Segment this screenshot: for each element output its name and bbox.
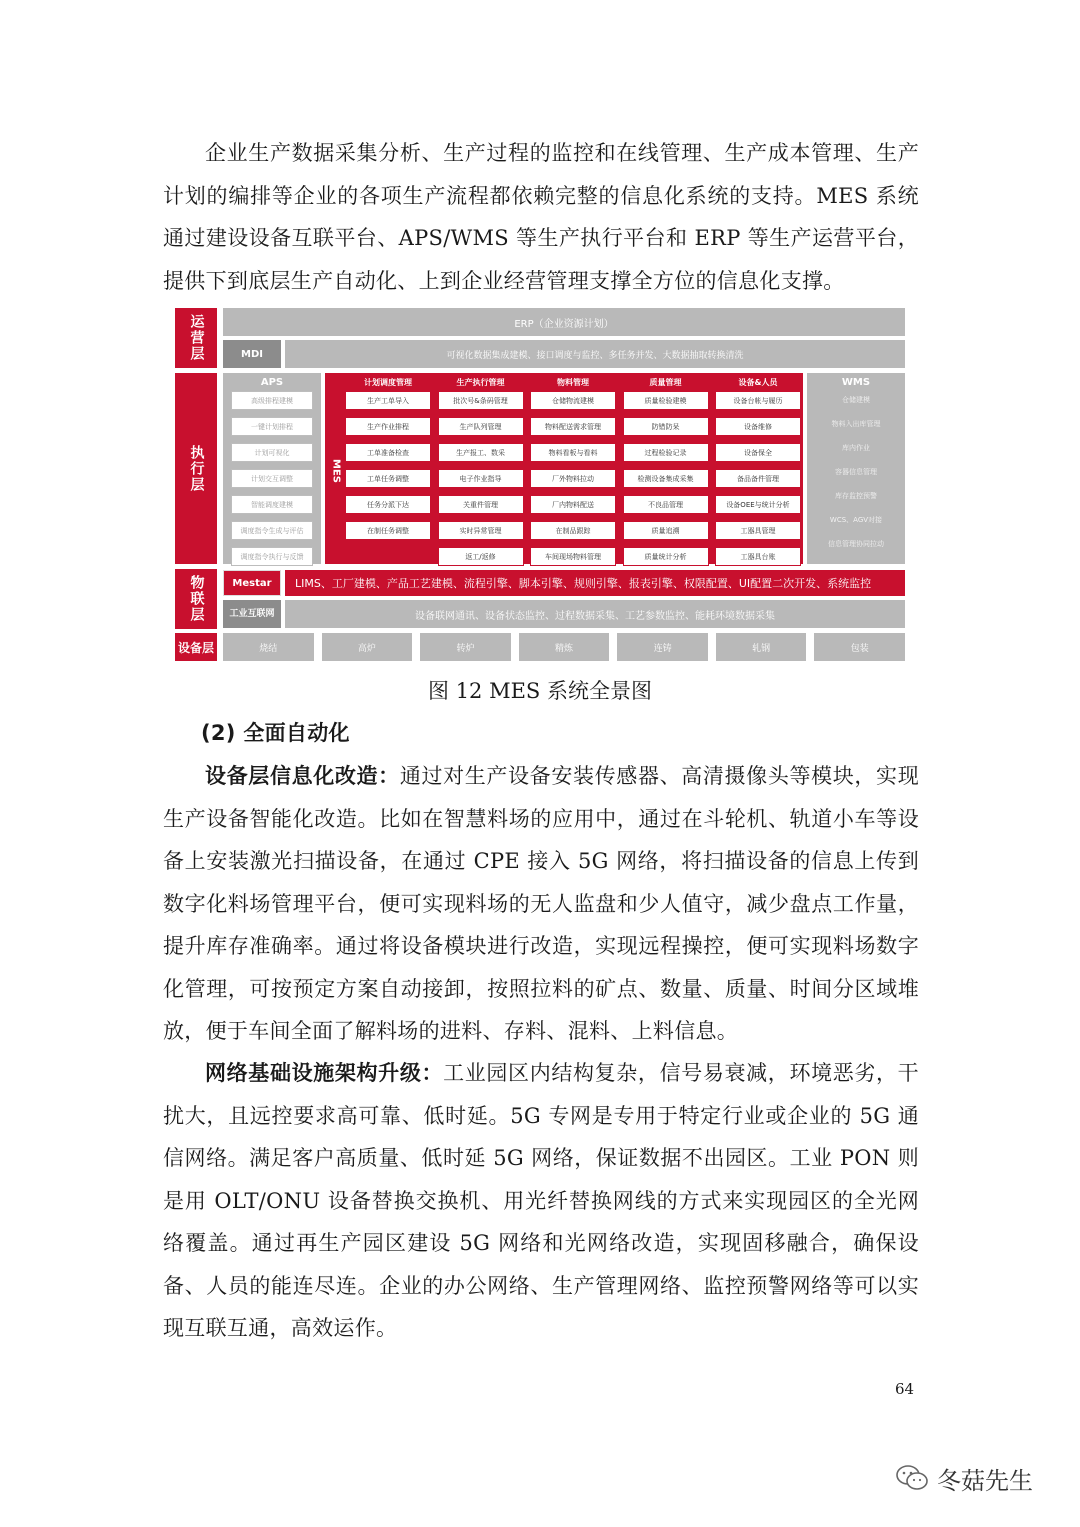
aps-title: APS xyxy=(260,376,284,388)
mes-item: 工单准备检查 xyxy=(345,443,431,462)
device-layer-lead: 设备层信息化改造： xyxy=(205,764,400,788)
wms-title: WMS xyxy=(841,376,871,388)
mes-item: 质量统计分析 xyxy=(623,547,709,566)
aps-item: 一键计划排程 xyxy=(231,417,313,436)
mestar-bar: LIMS、工厂建模、产品工艺建模、流程引擎、脚本引擎、规则引擎、报表引擎、权限配置、UI配置二次开发、系统监控 xyxy=(285,570,905,596)
section-heading: (2) 全面自动化 xyxy=(201,721,350,745)
mes-item: 质量追溯 xyxy=(623,521,709,540)
equipment-item: 转炉 xyxy=(420,633,511,661)
mes-item: 实时异常管理 xyxy=(438,521,524,540)
mes-column-title: 生产执行管理 xyxy=(456,377,505,387)
mes-item: 工器具台账 xyxy=(715,547,801,566)
mes-item: 质量检验建模 xyxy=(623,391,709,410)
mes-item: 工器具管理 xyxy=(715,521,801,540)
aps-item: 调度指令执行与反馈 xyxy=(231,547,313,566)
wms-item: 物料入出库管理 xyxy=(831,419,881,428)
aps-item: 计划可视化 xyxy=(231,443,313,462)
mes-item: 不良品管理 xyxy=(623,495,709,514)
mes-item: 仓储物流建模 xyxy=(530,391,616,410)
equipment-item: 包装 xyxy=(814,633,905,661)
mes-item: 设备OEE与统计分析 xyxy=(715,495,801,514)
equipment-item: 烧结 xyxy=(223,633,314,661)
aps-item: 智能调度建模 xyxy=(231,495,313,514)
network-lead: 网络基础设施架构升级： xyxy=(205,1061,444,1085)
aps-item: 调度指令生成与评估 xyxy=(231,521,313,540)
wms-item: 库存监控预警 xyxy=(835,491,877,500)
mes-item: 生产作业排程 xyxy=(345,417,431,436)
erp-bar: ERP（企业资源计划） xyxy=(223,308,905,336)
mes-column-title: 计划调度管理 xyxy=(364,377,412,387)
mes-item: 关重件管理 xyxy=(438,495,524,514)
device-layer-body: 通过对生产设备安装传感器、高清摄像头等模块，实现生产设备智能化改造。比如在智慧料场的应用中，通过在斗轮机、轨道小车等设备上安装激光扫描设备，在通过 CPE 接入 5G 网络，将扫描设备的信息上传到数字化料场管理平台，便可实现料场的无人监盘和少人值守，减少盘点工作量，提升库存准确率。通过将设备模块进行改造，实现远程操控，便可实现料场数字化管理，可按预定方案自动接卸，按照拉料的矿点、数量、质量、时间分区域堆放，便于车间全面了解料场的进料、存料、混料、上料信息。 xyxy=(163,764,919,1043)
intro-paragraph: 企业生产数据采集分析、生产过程的监控和在线管理、生产成本管理、生产计划的编排等企业的各项生产流程都依赖完整的信息化系统的支持。MES 系统通过建设设备互联平台、APS/WMS 等生产执行平台和 ERP 等生产运营平台，提供下到底层生产自动化、上到企业经营管理支撑全方位的信息化支撑。 xyxy=(163,141,919,293)
mes-column-title: 质量管理 xyxy=(649,377,682,387)
watermark xyxy=(895,1458,1033,1498)
network-body: 工业园区内结构复杂，信号易衰减，环境恶劣，干扰大，且远控要求高可靠、低时延。5G 专网是专用于特定行业或企业的 5G 通信网络。满足客户高质量、低时延 5G 网络，保证数据不出园区。工业 PON 则是用 OLT/ONU 设备替换交换机、用光纤替换网线的方式来实现园区的全光网络覆盖。通过再生产园区建设 5G 网络和光网络改造，实现固移融合，确保设备、人员的能连尽连。企业的办公网络、生产管理网络、监控预警网络等可以实现互联互通，高效运作。 xyxy=(163,1061,919,1340)
mes-label: MES xyxy=(330,458,342,483)
page-number: 64 xyxy=(895,1380,915,1398)
mes-column xyxy=(623,373,709,564)
equipment-item: 精炼 xyxy=(519,633,610,661)
mes-item: 过程检验记录 xyxy=(623,443,709,462)
equipment-item: 连铸 xyxy=(617,633,708,661)
mes-item: 任务分派下达 xyxy=(345,495,431,514)
wms-item: 信息管理协同拉动 xyxy=(828,539,884,548)
mes-item: 返工/返修 xyxy=(438,547,524,566)
layer-label-ops: 运营层 xyxy=(175,308,217,368)
wms-item: 库内作业 xyxy=(842,443,870,452)
mes-column-title: 设备&人员 xyxy=(738,377,778,387)
mes-item: 防错防呆 xyxy=(623,417,709,436)
layer-label-exec: 执行层 xyxy=(175,373,217,564)
mes-item: 设备维修 xyxy=(715,417,801,436)
iiot-label: 工业互联网 xyxy=(223,600,281,628)
wms-item: 仓储建模 xyxy=(842,395,870,404)
mes-item: 生产队列管理 xyxy=(438,417,524,436)
aps-item: 高级排程建模 xyxy=(231,391,313,410)
mes-item: 设备台帐与履历 xyxy=(715,391,801,410)
watermark-text: 冬菇先生 xyxy=(937,1466,1033,1495)
layer-label-device: 设备层 xyxy=(175,633,217,661)
mes-item: 工单任务调整 xyxy=(345,469,431,488)
mes-column xyxy=(345,373,431,564)
mes-item: 生产工单导入 xyxy=(345,391,431,410)
wms-item: WCS、AGV对接 xyxy=(829,515,883,524)
mes-panel xyxy=(325,373,803,564)
equipment-item: 高炉 xyxy=(322,633,413,661)
mes-item: 批次号&条码管理 xyxy=(438,391,524,410)
mdi-bar: 可视化数据集成建模、接口调度与监控、多任务并发、大数据抽取转换清洗 xyxy=(285,340,905,368)
mdi-label: MDI xyxy=(223,340,281,368)
mes-item: 生产报工、数采 xyxy=(438,443,524,462)
aps-item: 计划交互调整 xyxy=(231,469,313,488)
aps-panel xyxy=(223,373,321,564)
equipment-item: 轧钢 xyxy=(716,633,807,661)
iiot-bar: 设备联网通讯、设备状态监控、过程数据采集、工艺参数监控、能耗环境数据采集 xyxy=(285,600,905,628)
device-layer-paragraph xyxy=(163,755,919,1053)
mes-item: 在制任务调整 xyxy=(345,521,431,540)
figure-caption: 图 12 MES 系统全景图 xyxy=(428,679,652,703)
mestar-label: Mestar xyxy=(223,570,281,596)
mes-item: 备品备件管理 xyxy=(715,469,801,488)
mes-item: 厂外物料拉动 xyxy=(530,469,616,488)
layer-label-iot: 物联层 xyxy=(175,569,217,629)
wechat-icon xyxy=(895,1464,929,1492)
wms-panel xyxy=(807,373,905,564)
mes-item: 在制品跟踪 xyxy=(530,521,616,540)
wms-item: 容器信息管理 xyxy=(835,467,877,476)
mes-architecture-diagram xyxy=(175,308,905,664)
mes-column xyxy=(715,373,801,564)
network-paragraph xyxy=(163,1052,919,1350)
mes-item: 厂内物料配送 xyxy=(530,495,616,514)
mes-column-title: 物料管理 xyxy=(557,377,589,387)
mes-item: 物料配送需求管理 xyxy=(530,417,616,436)
mes-column xyxy=(438,373,524,564)
mes-item: 物料看板与看料 xyxy=(530,443,616,462)
mes-item: 电子作业指导 xyxy=(438,469,524,488)
mes-item: 设备保全 xyxy=(715,443,801,462)
mes-item: 车间现场物料管理 xyxy=(530,547,616,566)
mes-item: 检测设备集成采集 xyxy=(623,469,709,488)
mes-column xyxy=(530,373,616,564)
